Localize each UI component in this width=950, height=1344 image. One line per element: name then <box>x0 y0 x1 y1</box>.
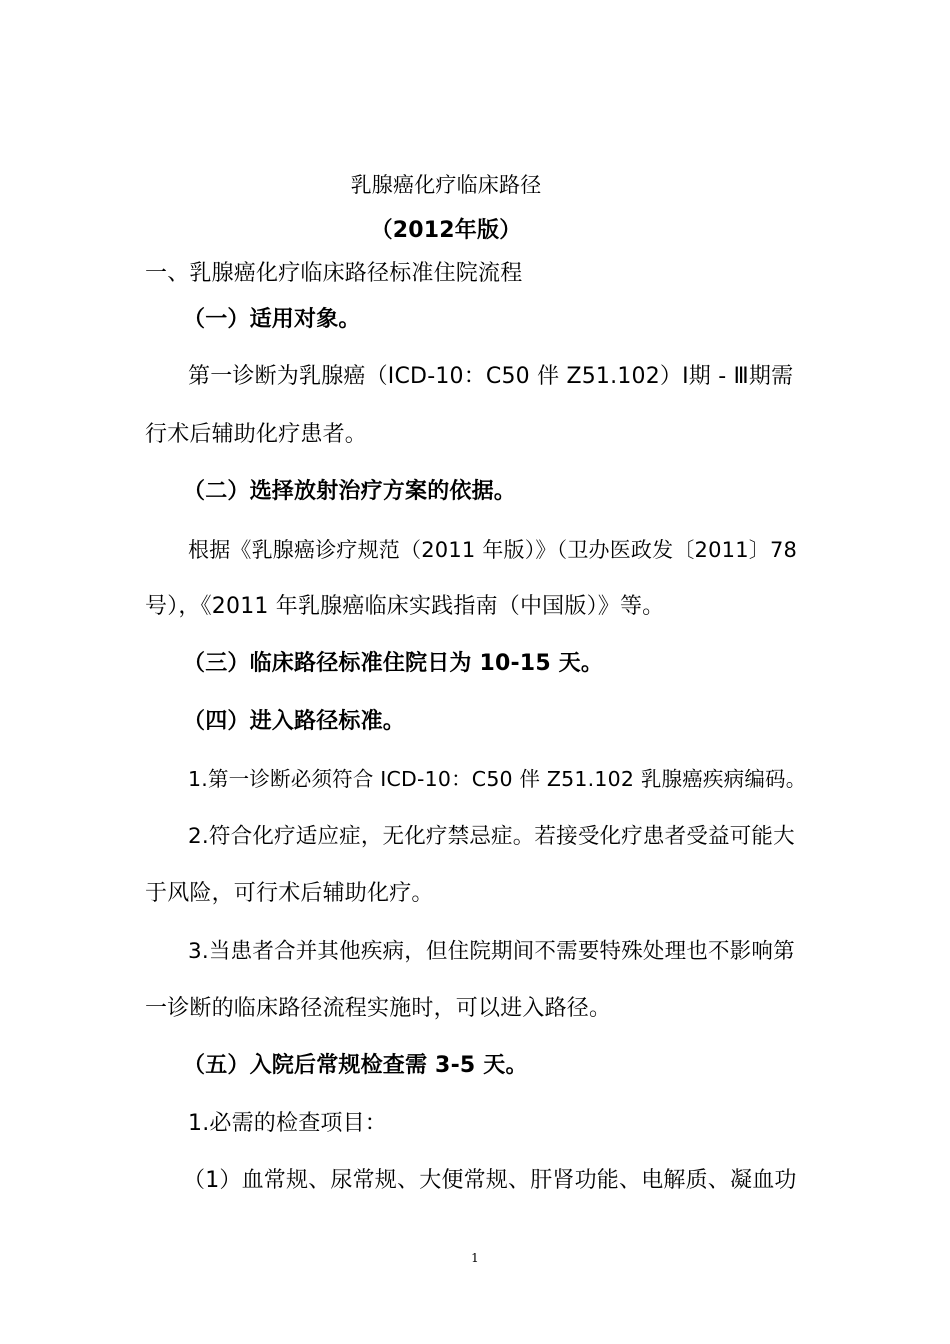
paragraph-line: 2.符合化疗适应症，无化疗禁忌症。若接受化疗患者受益可能大 <box>188 824 795 849</box>
paragraph-line: 号），《2011 年乳腺癌临床实践指南（中国版）》等。 <box>145 594 665 619</box>
paragraph-line: 一诊断的临床路径流程实施时，可以进入路径。 <box>145 996 612 1021</box>
document-title: 乳腺癌化疗临床路径 <box>350 173 542 197</box>
paragraph-line: 第一诊断为乳腺癌（ICD-10：C50 伴 Z51.102）Ⅰ期 - Ⅲ期需 <box>188 364 794 389</box>
section-heading: 一、乳腺癌化疗临床路径标准住院流程 <box>145 261 523 286</box>
paragraph-line: 3.当患者合并其他疾病，但住院期间不需要特殊处理也不影响第 <box>188 939 795 964</box>
subsection-heading: （三）临床路径标准住院日为 10-15 天。 <box>183 651 604 676</box>
document-subtitle: （2012年版） <box>370 218 522 243</box>
paragraph-line: 1.必需的检查项目： <box>188 1111 387 1136</box>
subsection-heading: （五）入院后常规检查需 3-5 天。 <box>183 1053 528 1078</box>
paragraph-line: （1）血常规、尿常规、大便常规、肝肾功能、电解质、凝血功 <box>183 1168 797 1193</box>
paragraph-line: 根据《乳腺癌诊疗规范（2011 年版）》（卫办医政发〔2011〕78 <box>188 538 798 562</box>
subsection-heading: （四）进入路径标准。 <box>183 709 406 734</box>
paragraph-line: 于风险，可行术后辅助化疗。 <box>145 881 434 906</box>
page-number: 1 <box>471 1251 479 1265</box>
subsection-heading: （二）选择放射治疗方案的依据。 <box>183 479 517 504</box>
paragraph-line: 行术后辅助化疗患者。 <box>145 422 368 447</box>
subsection-heading: （一）适用对象。 <box>183 307 361 332</box>
paragraph-line: 1.第一诊断必须符合 ICD-10：C50 伴 Z51.102 乳腺癌疾病编码。 <box>188 767 807 791</box>
